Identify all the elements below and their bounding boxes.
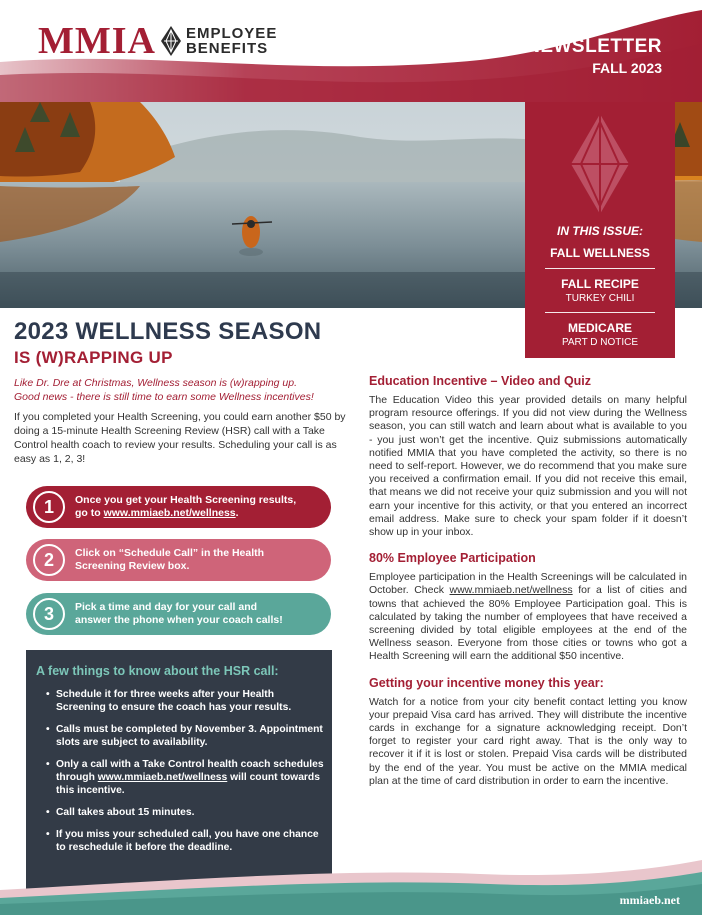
- education-incentive-heading: Education Incentive – Video and Quiz: [369, 374, 592, 388]
- footer-website-link[interactable]: mmiaeb.net: [619, 893, 680, 907]
- sidebar-divider: [545, 312, 655, 313]
- sidebar-item-fall-wellness[interactable]: FALL WELLNESS: [550, 246, 650, 260]
- sidebar-subitem-part-d-notice: PART D NOTICE: [561, 337, 639, 348]
- mmia-logo[interactable]: [38, 22, 277, 60]
- step-3-pill: [26, 593, 331, 635]
- hsr-bullet: • If you miss your scheduled call, you have one chance to reschedule it before the deadline.: [46, 828, 324, 854]
- wellness-link[interactable]: www.mmiaeb.net/wellness: [103, 507, 236, 519]
- sidebar-item-medicare[interactable]: MEDICARE: [567, 321, 632, 335]
- step-number-3: 3: [33, 598, 65, 630]
- logo-benefits: BENEFITS: [185, 40, 269, 57]
- participation-heading: 80% Employee Participation: [369, 551, 536, 566]
- in-this-issue-panel: [525, 102, 675, 358]
- logo-employee: EMPLOYEE: [185, 25, 278, 42]
- step-1-text: [75, 494, 296, 520]
- step-1-pill: [26, 486, 331, 528]
- step-2-text: [75, 547, 264, 573]
- mmia-diamond-logo-icon: [160, 25, 182, 57]
- logo-subtext: [186, 26, 277, 56]
- incentive-money-heading: Getting your incentive money this year:: [369, 675, 604, 690]
- intro-line-2: Good news - there is still time to earn some Wellness incentives!: [14, 391, 314, 403]
- sidebar-diamond-icon: [569, 112, 631, 216]
- issue-label: FALL 2023: [592, 60, 662, 76]
- hsr-bullet: • Call takes about 15 minutes.: [46, 806, 324, 819]
- step-number-2: 2: [33, 544, 65, 576]
- hsr-heading: A few things to know about the HSR call:: [36, 664, 279, 678]
- sidebar-item-fall-recipe[interactable]: FALL RECIPE: [561, 277, 639, 291]
- intro-line-1: Like Dr. Dre at Christmas, Wellness season is (w)rapping up.: [14, 377, 298, 389]
- step-1-suffix: .: [235, 507, 239, 519]
- step-3-line-1: Pick a time and day for your call and: [75, 601, 258, 613]
- step-1-prefix: go to: [75, 507, 104, 519]
- hsr-bullet: • Schedule it for three weeks after your Health Screening to ensure the coach has your results.: [46, 688, 324, 714]
- article-intro: [14, 376, 354, 404]
- newsletter-label: NEWSLETTER: [526, 36, 662, 57]
- participation-wellness-link[interactable]: www.mmiaeb.net/wellness: [449, 584, 573, 597]
- footer-swoosh: [0, 860, 702, 915]
- right-column: [369, 374, 687, 800]
- hsr-bullet-list: [26, 678, 332, 854]
- step-3-line-2: answer the phone when your coach calls!: [75, 614, 283, 626]
- education-incentive-body: The Education Video this year provided details on many helpful program resource offerings. If you did not view during the Wellness season, you can still watch and learn about what is available to you - you just won’t get the incentive. Quiz submissions automatically notified MMIA that you have completed the activity, so there is no need to self-report. However, we do recommend that you make sure you received a confirmation email. If you did not receive this email, that means we did not receive your quiz submission and you will not earn your incentive for this activity, or that you entered an incorrect email address. Make sure to check your spam folder if it doesn’t show up in your inbox.: [369, 394, 687, 539]
- sidebar-heading: IN THIS ISSUE:: [556, 224, 643, 238]
- hsr-bullet-prefix: Only a call with a Take Control health coach schedules through: [56, 759, 324, 783]
- step-1-line-2: [75, 507, 296, 520]
- step-1-line-1: Once you get your Health Screening results,: [75, 494, 297, 506]
- article-body: If you completed your Health Screening, you could earn another $50 by doing a 15-minute Health Screening Review (HSR) call with a Take Control health coach to review your results. Scheduling your call is as easy as 1, 2, 3!: [14, 411, 346, 465]
- participation-body: [369, 571, 687, 663]
- article-subtitle: IS (W)RAPPING UP: [14, 348, 173, 367]
- step-2-line-1: Click on “Schedule Call” in the Health: [75, 547, 265, 559]
- sidebar-subitem-turkey-chili: TURKEY CHILI: [565, 293, 635, 304]
- incentive-money-body: Watch for a notice from your city benefit contact letting you know your prepaid Visa card has arrived. They will distribute the incentive cards in exchange for a signature acknowledging receipt. Don’t forget to register your card right away. That is the only way to recover it if it is lost or stolen. Prepaid Visa cards will be distributed by the end of the year. You must be active on the MMIA medical plan at the time of card distribution in order to earn the incentive.: [369, 695, 687, 787]
- hsr-bullet: • Calls must be completed by November 3. Appointment slots are subject to availability.: [46, 723, 324, 749]
- step-3-text: [75, 601, 283, 627]
- sidebar-divider: [545, 268, 655, 269]
- participation-prefix: Employee participation in the Health Screenings will be calculated in October. Check: [369, 571, 687, 597]
- logo-wordmark: MMIA: [38, 20, 156, 62]
- hsr-bullet: [46, 758, 324, 797]
- article-title: 2023 WELLNESS SEASON: [14, 318, 322, 345]
- hsr-wellness-link[interactable]: www.mmiaeb.net/wellness: [97, 772, 228, 783]
- participation-suffix: for a list of cities and towns that achieved the 80% Employee Participation goal. This is calculated by taking the number of employees that have received a screening divided by total eligible employees at the end of the Wellness season. Everyone from those cities or towns who got a Health Screening will earn the additional $50 incentive.: [369, 584, 687, 663]
- step-2-pill: [26, 539, 331, 581]
- newsletter-title: [526, 36, 662, 76]
- step-2-line-2: Screening Review box.: [75, 560, 190, 572]
- step-number-1: 1: [33, 491, 65, 523]
- hsr-bullet-suffix: will count towards this incentive.: [56, 772, 320, 796]
- hsr-info-box: [26, 650, 332, 895]
